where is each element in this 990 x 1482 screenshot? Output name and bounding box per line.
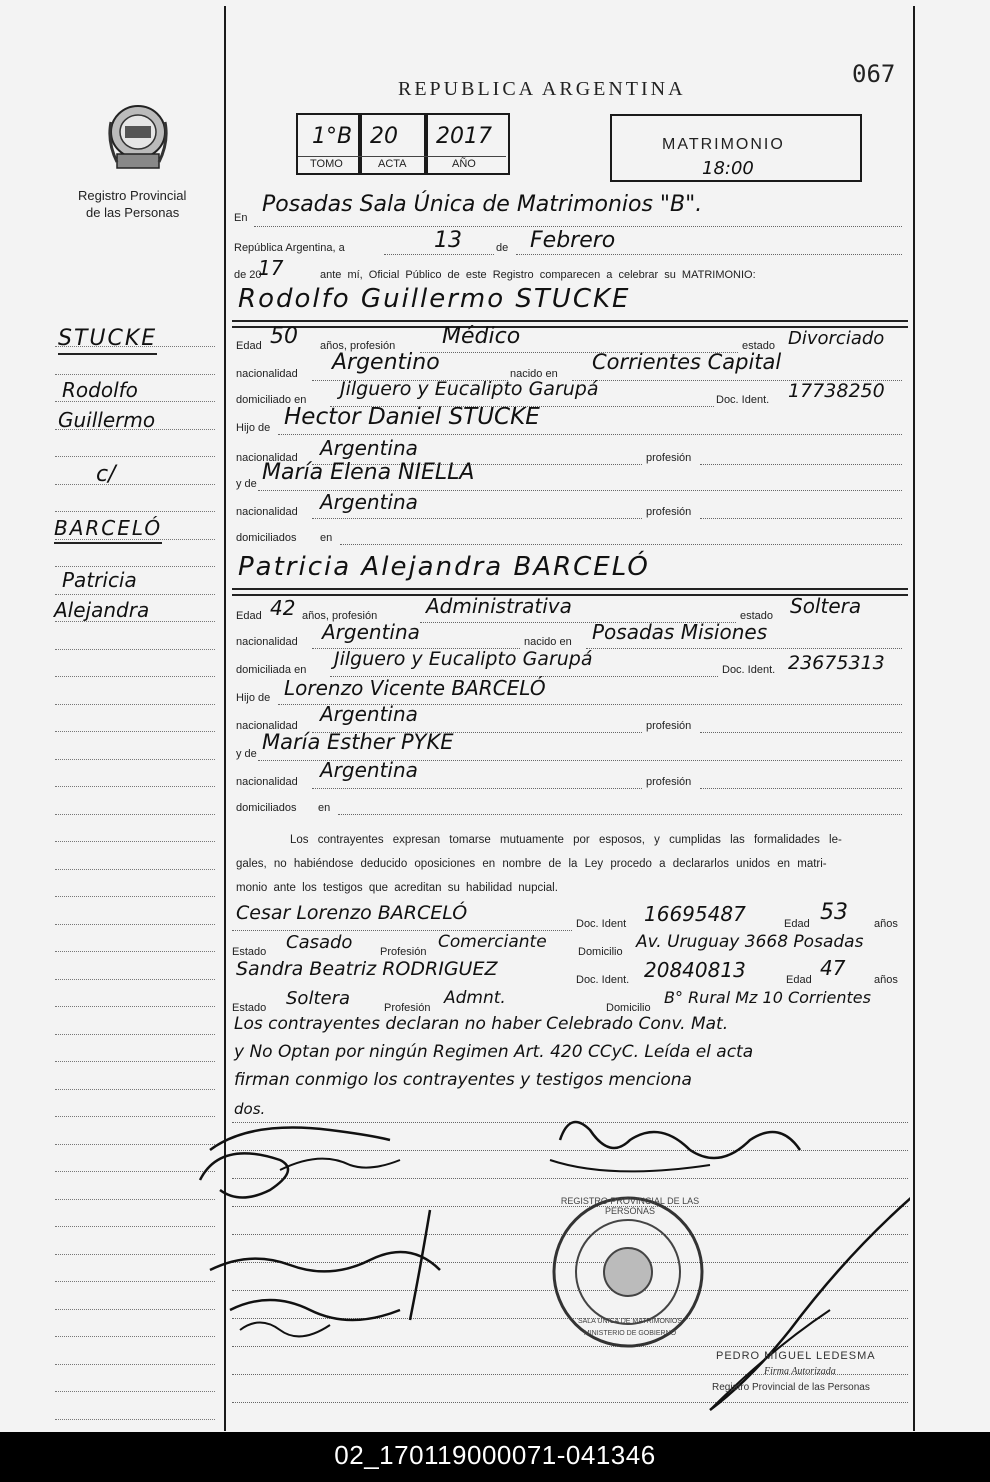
margin-rule-line [55, 456, 215, 457]
witness1-estado-label: Estado [232, 946, 267, 958]
bride-father: Lorenzo Vicente BARCELÓ [284, 676, 546, 700]
witness1-address: Av. Uruguay 3668 Posadas [636, 932, 864, 952]
registry-name-line2: de las Personas [86, 205, 180, 220]
margin-rule-line [55, 704, 215, 705]
groom-mother-nationality: Argentina [320, 490, 418, 514]
margin-connector: c/ [96, 462, 116, 487]
witness2-domicilio-label: Domicilio [606, 1002, 651, 1014]
day-value: 13 [434, 228, 462, 253]
groom-doc-label: Doc. Ident. [716, 394, 770, 406]
groom-father-nat-label: nacionalidad [236, 452, 298, 464]
groom-nacionalidad-label: nacionalidad [236, 368, 298, 380]
margin-rule-line [55, 594, 215, 595]
witness1-profession: Comerciante [438, 932, 547, 952]
margin-rule-line [55, 951, 215, 952]
witness2-doc: 20840813 [644, 958, 746, 982]
intro-text: ante mí, Oficial Público de este Registro comparecen a celebrar su MATRIMONIO: [320, 269, 756, 281]
margin-groom-surname: STUCKE [58, 326, 157, 355]
bride-domiciliada-label: domiciliada en [236, 664, 307, 676]
bride-father-nat-label: nacionalidad [236, 720, 298, 732]
margin-rule-line [55, 896, 215, 897]
groom-anos-profesion-label: años, profesión [320, 340, 396, 352]
bride-mother: María Esther PYKE [262, 730, 454, 754]
notes-line3: firman conmigo los contrayentes y testigos menciona [234, 1070, 692, 1090]
registry-name-line1: Registro Provincial [78, 188, 187, 203]
groom-name: Rodolfo Guillermo STUCKE [238, 284, 631, 314]
witness1-edad-label: Edad [784, 918, 810, 930]
witness1-doc-label: Doc. Ident [576, 918, 627, 930]
bride-father-prof-label: profesión [646, 720, 692, 732]
notes-line4: dos. [234, 1100, 266, 1118]
margin-rule-line [55, 869, 215, 870]
province-seal-icon [103, 102, 173, 176]
margin-rule-line [55, 484, 215, 485]
margin-rule-line [55, 924, 215, 925]
witness1-profesion-label: Profesión [380, 946, 427, 958]
bride-yde-label: y de [236, 748, 257, 760]
groom-mother-nat-label: nacionalidad [236, 506, 298, 518]
country-title: REPUBLICA ARGENTINA [398, 78, 686, 100]
bride-hijo-label: Hijo de [236, 692, 271, 704]
witness2-doc-label: Doc. Ident. [576, 974, 630, 986]
bride-estado-label: estado [740, 610, 774, 622]
acta-label: ACTA [378, 158, 407, 170]
bride-doc: 23675313 [788, 652, 885, 674]
official-name: PEDRO MIGUEL LEDESMA [716, 1350, 876, 1362]
witness2-profession: Admnt. [444, 988, 506, 1008]
en-label: En [234, 212, 248, 224]
margin-rule-line [55, 676, 215, 677]
groom-nacido-label: nacido en [510, 368, 558, 380]
groom-domiciliado-label: domiciliado en [236, 394, 307, 406]
margin-rule-line [55, 1034, 215, 1035]
bride-nacionalidad-label: nacionalidad [236, 636, 298, 648]
witness2-anos-label: años [874, 974, 898, 986]
margin-rule-line [55, 731, 215, 732]
witness1-anos-label: años [874, 918, 898, 930]
matrimonio-title: MATRIMONIO [662, 136, 785, 153]
document-id-footer: 02_170119000071-041346 [0, 1432, 990, 1482]
stamp-inner-bottom: MINISTERIO DE GOBIERNO [583, 1330, 677, 1337]
bride-anos-profesion-label: años, profesión [302, 610, 378, 622]
official-title: Firma Autorizada [764, 1366, 836, 1377]
witness2-age: 47 [820, 956, 846, 980]
republica-label: República Argentina, a [234, 242, 345, 254]
margin-bride-name1: Patricia [62, 568, 137, 592]
bride-name: Patricia Alejandra BARCELÓ [238, 552, 650, 582]
stamp-inner-top: SALA UNICA DE MATRIMONIOS [577, 1318, 683, 1325]
bride-doc-label: Doc. Ident. [722, 664, 776, 676]
groom-edad-label: Edad [236, 340, 262, 352]
bride-domiciliados-en: en [318, 802, 331, 814]
witness2-name: Sandra Beatriz RODRIGUEZ [236, 958, 498, 980]
groom-domiciliados-en: en [320, 532, 333, 544]
margin-rule-line [55, 979, 215, 980]
groom-nationality: Argentino [332, 350, 440, 375]
bride-estado: Soltera [790, 594, 862, 618]
bride-birthplace: Posadas Misiones [592, 620, 768, 644]
tomo-value: 1°B [312, 124, 353, 149]
bride-nationality: Argentina [322, 620, 420, 644]
bride-mother-prof-label: profesión [646, 776, 692, 788]
bride-mother-nat-label: nacionalidad [236, 776, 298, 788]
notes-line1: Los contrayentes declaran no haber Celebrado Conv. Mat. [234, 1014, 729, 1034]
bride-nacido-label: nacido en [524, 636, 572, 648]
margin-groom-name2: Guillermo [58, 408, 156, 432]
statement-line3: monio ante los testigos que acreditan su habilidad nupcial. [236, 882, 558, 894]
groom-father: Hector Daniel STUCKE [284, 404, 540, 430]
margin-rule-line [55, 1006, 215, 1007]
groom-estado-label: estado [742, 340, 776, 352]
groom-age: 50 [270, 324, 298, 349]
witness1-doc: 16695487 [644, 902, 746, 926]
tomo-label: TOMO [310, 158, 343, 170]
margin-rule-line [55, 814, 215, 815]
margin-rule-line [55, 786, 215, 787]
official-office: Registro Provincial de las Personas [712, 1382, 870, 1393]
statement-line2: gales, no habiéndose deducido oposiciones en nombre de la Ley procedo a declararlos unidos en matri- [236, 858, 827, 870]
groom-doc: 17738250 [788, 380, 885, 402]
witness2-estado-label: Estado [232, 1002, 267, 1014]
place-value: Posadas Sala Única de Matrimonios "B". [262, 192, 703, 217]
margin-rule-line [55, 759, 215, 760]
witness1-estado: Casado [286, 932, 353, 953]
groom-father-prof-label: profesión [646, 452, 692, 464]
witness1-age: 53 [820, 900, 848, 925]
year-prefix: de 20 [234, 269, 262, 281]
bride-father-nationality: Argentina [320, 702, 418, 726]
margin-rule-line [55, 1089, 215, 1090]
anio-value: 2017 [436, 124, 492, 149]
bride-mother-nationality: Argentina [320, 758, 418, 782]
margin-rule-line [55, 1061, 215, 1062]
margin-bride-name2: Alejandra [54, 598, 150, 622]
acta-value: 20 [370, 124, 398, 149]
bride-age: 42 [270, 596, 296, 620]
statement-line1: Los contrayentes expresan tomarse mutuamente por esposos, y cumplidas las formalidades le- [290, 834, 842, 846]
margin-rule-line [55, 649, 215, 650]
month-value: Febrero [530, 228, 616, 253]
groom-yde-label: y de [236, 478, 257, 490]
groom-mother-prof-label: profesión [646, 506, 692, 518]
margin-groom-name1: Rodolfo [62, 378, 138, 402]
witness2-address: B° Rural Mz 10 Corrientes [664, 988, 871, 1007]
year-suffix: 17 [258, 256, 284, 280]
margin-rule-line [55, 511, 215, 512]
groom-birthplace: Corrientes Capital [592, 350, 782, 374]
official-stamp-icon [548, 1192, 708, 1352]
groom-hijo-label: Hijo de [236, 422, 271, 434]
witness2-estado: Soltera [286, 988, 351, 1009]
margin-rule-line [55, 374, 215, 375]
bride-profession: Administrativa [426, 594, 572, 618]
groom-mother: María Elena NIELLA [262, 460, 475, 485]
groom-father-nationality: Argentina [320, 436, 418, 460]
stamp-ring-text: REGISTRO PROVINCIAL DE LAS PERSONAS [560, 1196, 700, 1216]
groom-profession: Médico [442, 324, 521, 349]
witness2-edad-label: Edad [786, 974, 812, 986]
groom-address: Jilguero y Eucalipto Garupá [340, 378, 599, 400]
margin-bride-surname: BARCELÓ [54, 516, 162, 544]
margin-rule-line [55, 566, 215, 567]
de-label: de [496, 242, 509, 254]
right-border-line [913, 6, 915, 1431]
margin-rule-line [55, 841, 215, 842]
bride-domiciliados-label: domiciliados [236, 802, 297, 814]
witness1-name: Cesar Lorenzo BARCELÓ [236, 902, 468, 924]
groom-estado: Divorciado [788, 328, 885, 349]
page-number: 067 [852, 60, 896, 88]
groom-domiciliados-label: domiciliados [236, 532, 297, 544]
matrimonio-time: 18:00 [702, 158, 754, 179]
anio-label: AÑO [452, 158, 476, 170]
bride-edad-label: Edad [236, 610, 262, 622]
witness1-domicilio-label: Domicilio [578, 946, 623, 958]
witness2-profesion-label: Profesión [384, 1002, 431, 1014]
bride-address: Jilguero y Eucalipto Garupá [334, 648, 593, 670]
notes-line2: y No Optan por ningún Regimen Art. 420 CCyC. Leída el acta [234, 1042, 754, 1062]
